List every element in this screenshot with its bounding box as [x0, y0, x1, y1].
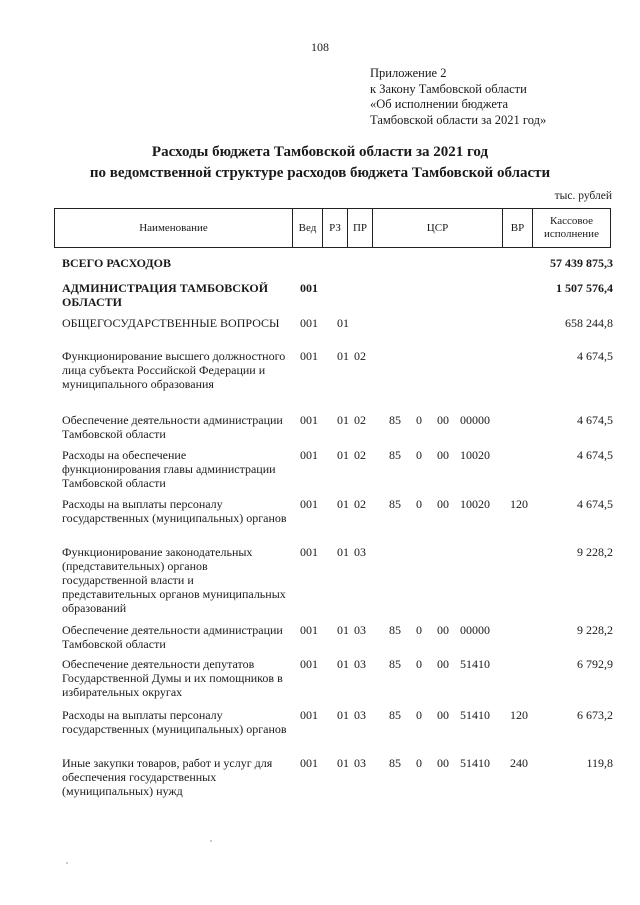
column-header-name: Наименование — [55, 209, 293, 247]
cell-amount: 4 674,5 — [577, 497, 613, 511]
cell-c1: 85 — [389, 756, 401, 770]
cell-rz: 01 — [337, 316, 349, 330]
cell-amount: 4 674,5 — [577, 448, 613, 462]
cell-c4: 51410 — [460, 756, 490, 770]
cell-name: Обеспечение деятельности администрации Тамбовской области — [62, 413, 283, 441]
cell-ved: 001 — [300, 623, 318, 637]
column-header-csr: ЦСР — [373, 209, 503, 247]
cell-rz: 01 — [337, 756, 349, 770]
cell-amount: 4 674,5 — [577, 413, 613, 427]
cell-pr: 02 — [354, 448, 366, 462]
cell-c1: 85 — [389, 497, 401, 511]
document-title — [0, 142, 640, 184]
column-header-ved: Вед — [293, 209, 323, 247]
cell-name: Функционирование высшего должностного лица субъекта Российской Федерации и муниципального образования — [62, 349, 286, 391]
cell-amount: 9 228,2 — [577, 623, 613, 637]
cell-c3: 00 — [437, 413, 449, 427]
cell-name: Функционирование законодательных (представительных) органов государственной власти и представительных органов муниципальных образований — [62, 545, 286, 615]
appendix-line: к Закону Тамбовской области — [370, 81, 527, 96]
column-header-amount: Кассовое исполнение — [544, 215, 599, 240]
cell-c1: 85 — [389, 708, 401, 722]
cell-rz: 01 — [337, 657, 349, 671]
cell-ved: 001 — [300, 497, 318, 511]
column-header-vr: ВР — [503, 209, 533, 247]
cell-amount: 658 244,8 — [565, 316, 613, 330]
units-label: тыс. рублей — [554, 190, 612, 202]
cell-pr: 02 — [354, 413, 366, 427]
cell-ved: 001 — [300, 708, 318, 722]
cell-rz: 01 — [337, 497, 349, 511]
cell-vr: 240 — [510, 756, 528, 770]
cell-amount: 6 792,9 — [577, 657, 613, 671]
cell-rz: 01 — [337, 448, 349, 462]
cell-c3: 00 — [437, 448, 449, 462]
cell-pr: 03 — [354, 708, 366, 722]
cell-c1: 85 — [389, 413, 401, 427]
cell-c1: 85 — [389, 623, 401, 637]
table-header — [54, 208, 611, 248]
cell-c3: 00 — [437, 756, 449, 770]
cell-ved: 001 — [300, 657, 318, 671]
cell-c2: 0 — [416, 756, 422, 770]
cell-pr: 02 — [354, 497, 366, 511]
cell-ved: 001 — [300, 756, 318, 770]
cell-name: Иные закупки товаров, работ и услуг для обеспечения государственных (муниципальных) нужд — [62, 756, 273, 798]
cell-c2: 0 — [416, 708, 422, 722]
cell-c4: 10020 — [460, 497, 490, 511]
cell-ved: 001 — [300, 413, 318, 427]
cell-c3: 00 — [437, 623, 449, 637]
cell-pr: 03 — [354, 657, 366, 671]
cell-rz: 01 — [337, 545, 349, 559]
column-header-rz: РЗ — [323, 209, 348, 247]
cell-c1: 85 — [389, 657, 401, 671]
cell-amount: 57 439 875,3 — [550, 256, 613, 270]
cell-amount: 119,8 — [586, 756, 613, 770]
cell-c4: 51410 — [460, 708, 490, 722]
cell-c4: 10020 — [460, 448, 490, 462]
cell-name: Обеспечение деятельности администрации Тамбовской области — [62, 623, 283, 651]
cell-rz: 01 — [337, 623, 349, 637]
cell-c2: 0 — [416, 623, 422, 637]
cell-vr: 120 — [510, 708, 528, 722]
cell-rz: 01 — [337, 708, 349, 722]
cell-ved: 001 — [300, 316, 318, 330]
appendix-note — [370, 66, 546, 128]
cell-amount: 4 674,5 — [577, 349, 613, 363]
cell-c4: 00000 — [460, 413, 490, 427]
cell-name: Обеспечение деятельности депутатов Государственной Думы и их помощников в избирательных округах — [62, 657, 283, 699]
cell-c4: 00000 — [460, 623, 490, 637]
appendix-line: Приложение 2 — [370, 66, 447, 80]
cell-pr: 02 — [354, 349, 366, 363]
cell-rz: 01 — [337, 413, 349, 427]
cell-c3: 00 — [437, 497, 449, 511]
cell-ved: 001 — [300, 349, 318, 363]
cell-name: ОБЩЕГОСУДАРСТВЕННЫЕ ВОПРОСЫ — [62, 316, 280, 330]
appendix-line: «Об исполнении бюджета — [370, 97, 509, 111]
cell-c2: 0 — [416, 657, 422, 671]
cell-c4: 51410 — [460, 657, 490, 671]
cell-c2: 0 — [416, 448, 422, 462]
cell-pr: 03 — [354, 756, 366, 770]
page-number: 108 — [311, 40, 329, 54]
cell-pr: 03 — [354, 545, 366, 559]
cell-c1: 85 — [389, 448, 401, 462]
cell-ved: 001 — [300, 281, 318, 295]
appendix-line: Тамбовской области за 2021 год» — [370, 112, 547, 127]
cell-name: Расходы на выплаты персоналу государственных (муниципальных) органов — [62, 708, 287, 736]
scan-speck — [210, 840, 212, 842]
scan-speck — [66, 862, 68, 864]
cell-amount: 1 507 576,4 — [556, 281, 613, 295]
cell-c3: 00 — [437, 657, 449, 671]
cell-c2: 0 — [416, 413, 422, 427]
cell-amount: 6 673,2 — [577, 708, 613, 722]
cell-pr: 03 — [354, 623, 366, 637]
title-line-1: Расходы бюджета Тамбовской области за 2021 год — [151, 144, 489, 160]
cell-vr: 120 — [510, 497, 528, 511]
cell-name: ВСЕГО РАСХОДОВ — [62, 256, 171, 270]
cell-name: Расходы на выплаты персоналу государственных (муниципальных) органов — [62, 497, 287, 525]
cell-name: АДМИНИСТРАЦИЯ ТАМБОВСКОЙ ОБЛАСТИ — [62, 281, 269, 309]
title-line-2: по ведомственной структуре расходов бюджета Тамбовской области — [89, 165, 551, 181]
cell-c2: 0 — [416, 497, 422, 511]
cell-ved: 001 — [300, 545, 318, 559]
cell-amount: 9 228,2 — [577, 545, 613, 559]
cell-name: Расходы на обеспечение функционирования главы администрации Тамбовской области — [62, 448, 276, 490]
cell-c3: 00 — [437, 708, 449, 722]
column-header-pr: ПР — [348, 209, 373, 247]
cell-rz: 01 — [337, 349, 349, 363]
cell-ved: 001 — [300, 448, 318, 462]
